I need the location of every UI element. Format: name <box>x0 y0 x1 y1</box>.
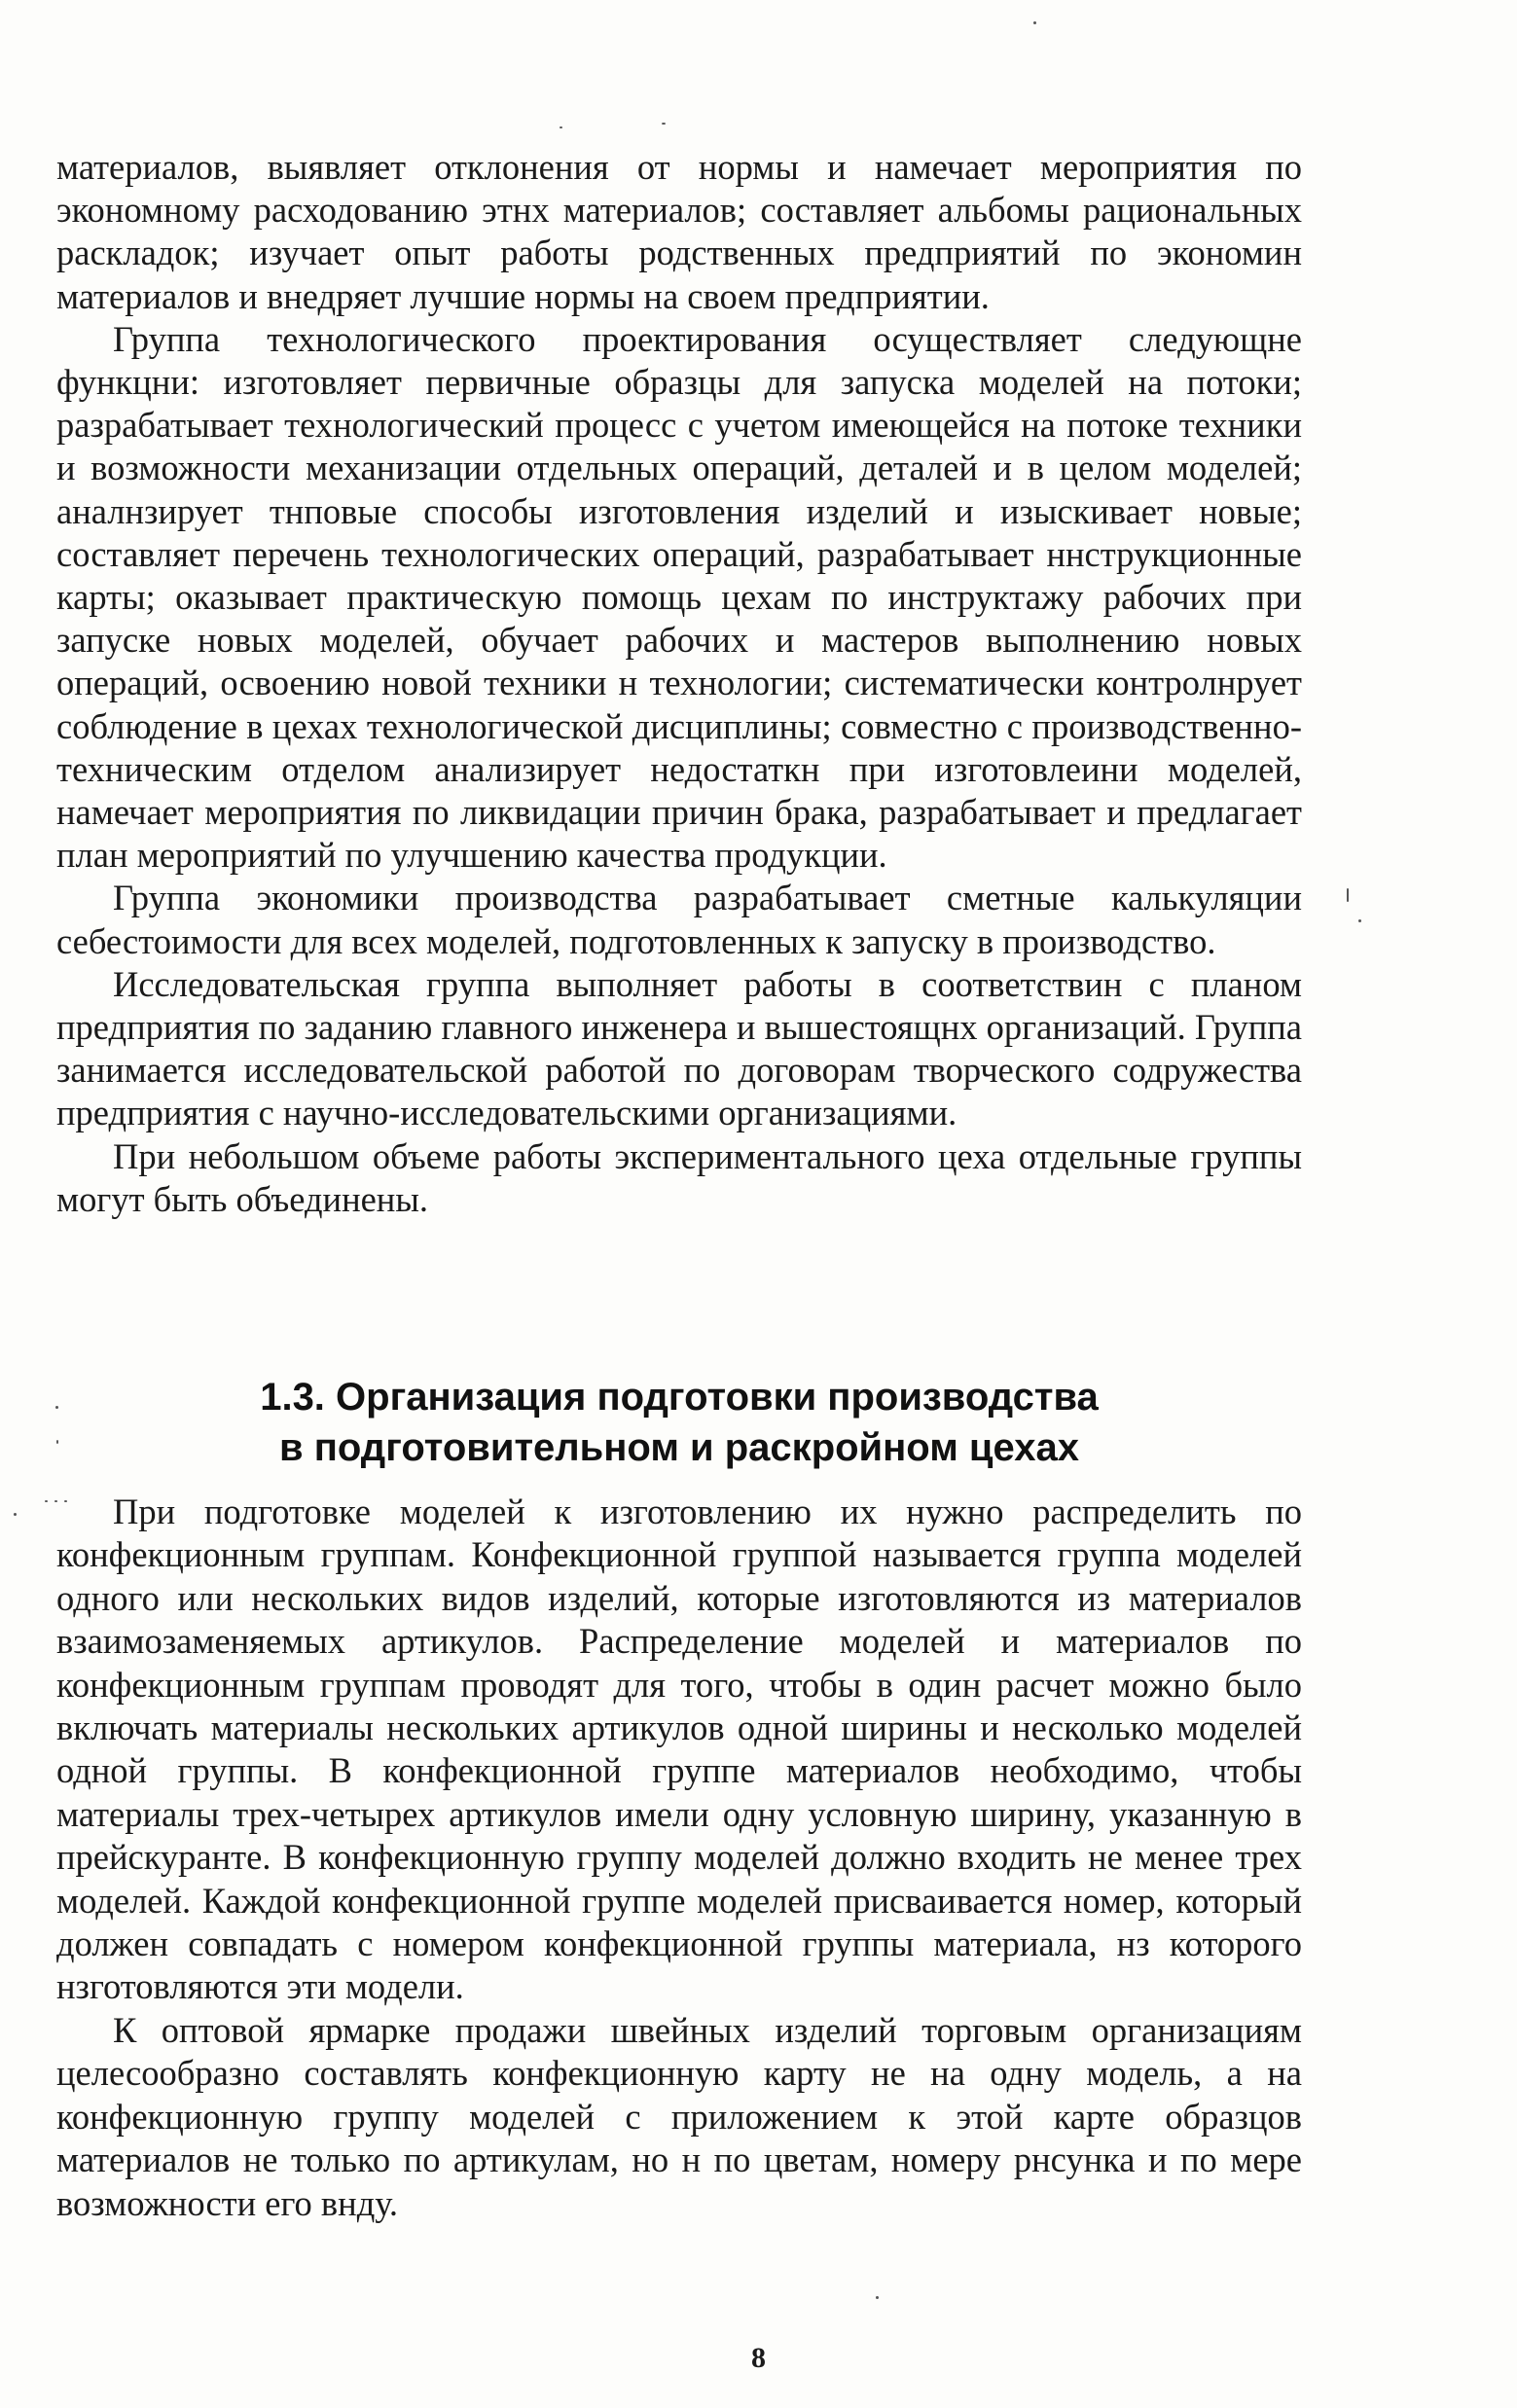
body-text-section-1 <box>56 146 1302 1221</box>
scan-speck <box>1347 888 1349 902</box>
paragraph-materials-continuation: материалов, выявляет отклонения от нормы и намечает мероприятия по экономному расходованию этнх материалов; составляет альбомы рациональных раскладок; изучает опыт работы родственных предприятий по экономин материалов и внедряет лучшие нормы на своем предприятии. <box>56 147 1302 316</box>
scan-speck <box>14 1513 17 1516</box>
scan-speck <box>876 2296 879 2299</box>
scan-speck <box>1358 919 1361 922</box>
body-text-section-2 <box>56 1491 1302 2225</box>
scan-speck <box>54 1500 57 1502</box>
scan-speck <box>45 1500 48 1502</box>
paragraph-technological-design-group: Группа технологического проектирования осуществляет следующне функцни: изготовляет первичные образцы для запуска моделей на потоки; разрабатывает технологический процесс с учетом имеющейся на потоке техники и возможности механизации отдельных операций, деталей и в целом моделей; аналнзирует тнповые способы изготовления изделий и изыскивает новые; составляет перечень технологических операций, разрабатывает ннструкционные карты; оказывает практическую помощь цехам по инструктажу рабочих при запуске новых моделей, обучает рабочих и мастеров выполнению новых операций, освоению новой техники н технологии; систематически контролнрует соблюдение в цехах технологической дисциплины; совместно с производственно-техническим отделом анализирует недостаткн при изготовлеини моделей, намечает мероприятия по ликвидации причин брака, разрабатывает и предлагает план мероприятий по улучшению качества продукции. <box>56 318 1302 876</box>
scan-speck <box>55 1406 58 1409</box>
scan-speck <box>662 123 666 125</box>
scan-speck <box>56 1440 58 1444</box>
page-number: 8 <box>751 2342 766 2374</box>
paragraph-production-economics-group: Группа экономики производства разрабатывает сметные калькуляции себестоимости для всех моделей, подготовленных к запуску в производство. <box>56 878 1302 961</box>
scan-speck <box>560 126 562 128</box>
paragraph-groups-merge: При небольшом объеме работы экспериментального цеха отдельные группы могут быть объединены. <box>56 1135 1302 1219</box>
scan-speck <box>64 1500 67 1502</box>
scan-speck <box>1033 21 1036 24</box>
section-heading-line-2: в подготовительном и раскройном цехах <box>279 1426 1079 1469</box>
section-heading-line-1: 1.3. Организация подготовки производства <box>260 1376 1099 1419</box>
paragraph-confection-groups: При подготовке моделей к изготовлению их нужно распределить по конфекционным группам. Конфекционной группой называется группа моделей одного или нескольких видов изделий, которые изготовляются из материалов взаимозаменяемых артикулов. Распределение моделей и материалов по конфекционным группам проводят для того, чтобы в один расчет можно было включать материалы нескольких артикулов одной ширины и несколько моделей одной группы. В конфекционной группе материалов необходимо, чтобы материалы трех-четырех артикулов имели одну условную ширину, указанную в прейскуранте. В конфекционную группу моделей должно входить не менее трех моделей. Каждой конфекционной группе моделей присваивается номер, который должен совпадать с номером конфекционной группы материала, нз которого нзготовляются эти модели. <box>56 1492 1302 2007</box>
paragraph-wholesale-fair: К оптовой ярмарке продажи швейных изделий торговым организациям целесообразно составлять конфекционную карту не на одну модель, а на конфекционную группу моделей с приложением к этой карте образцов материалов не только по артикулам, но н по цветам, номеру рнсунка и по мере возможности его внду. <box>56 2009 1302 2223</box>
section-heading <box>56 1372 1302 1473</box>
paragraph-research-group: Исследовательская группа выполняет работы в соответствин с планом предприятия по заданию главного инженера и вышестоящнх организаций. Группа занимается исследовательской работой по договорам творческого содружества предприятия с научно-исследовательскими организациями. <box>56 963 1302 1133</box>
